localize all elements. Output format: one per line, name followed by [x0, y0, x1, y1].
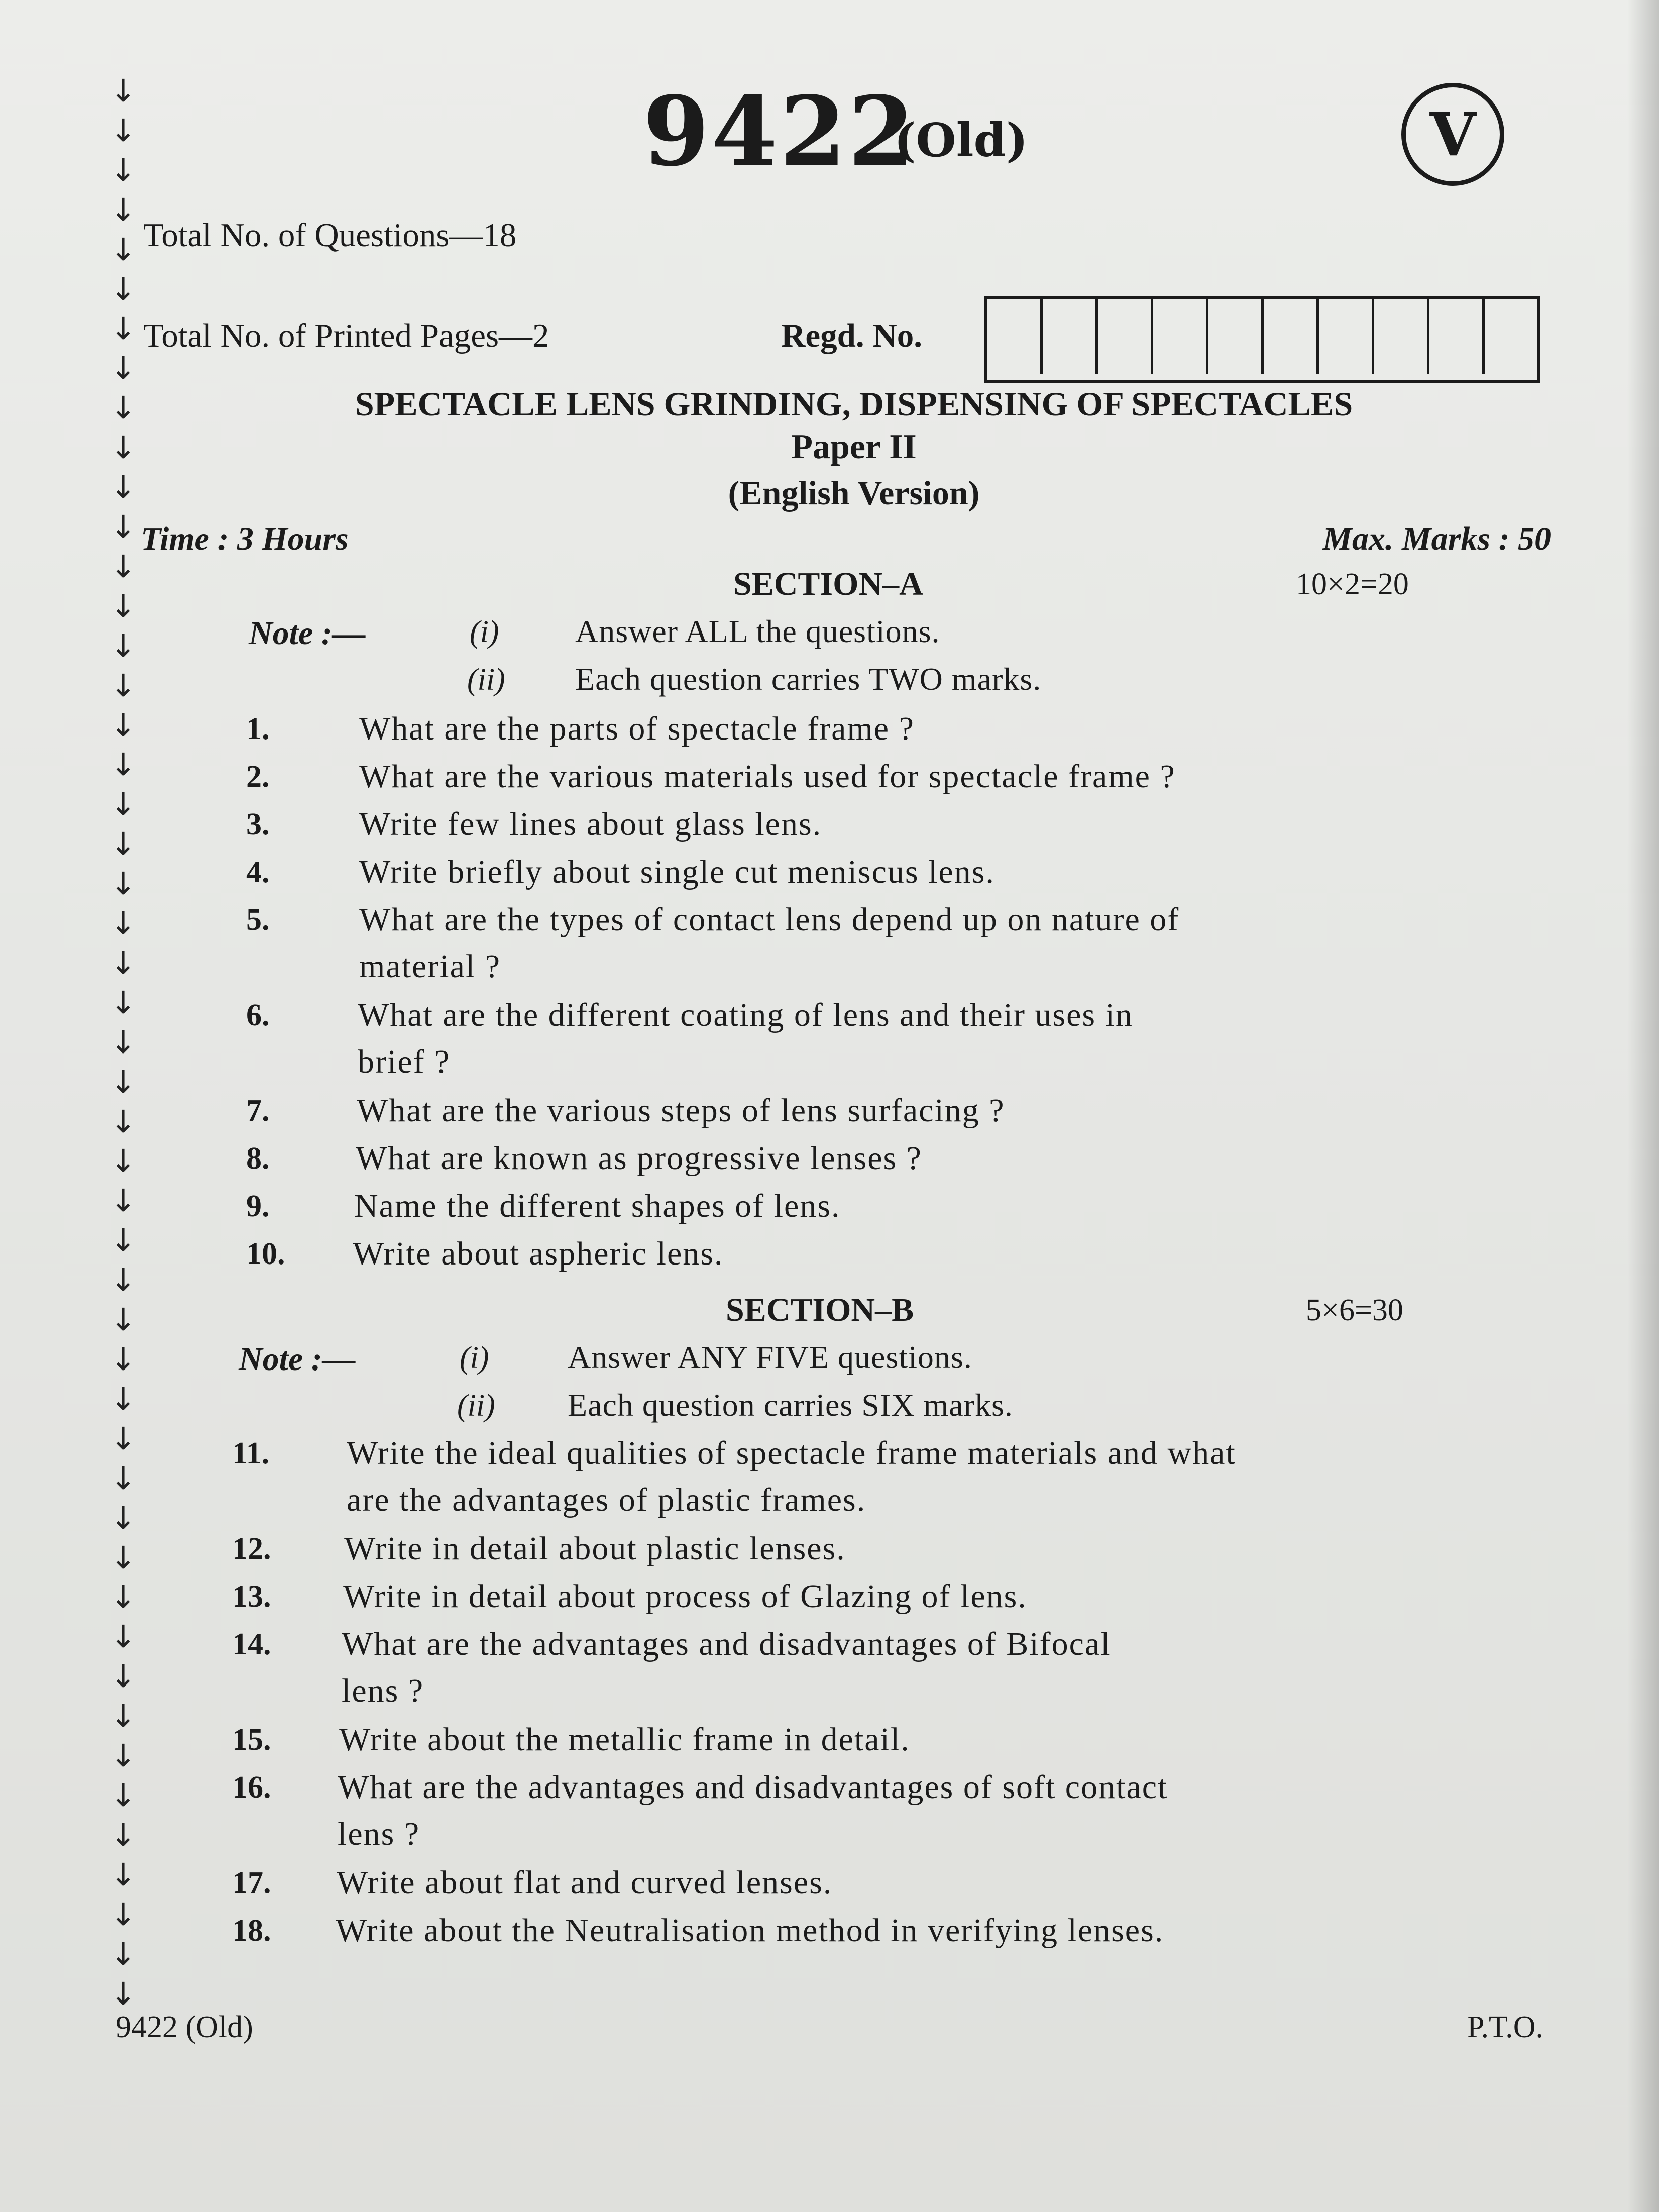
question-text: lens ?: [342, 1672, 424, 1709]
section-a-title: SECTION–A: [733, 566, 923, 602]
margin-arrow-icon: ↓: [110, 746, 136, 783]
margin-arrow-icon: ↓: [110, 825, 136, 863]
margin-arrow-icon: ↓: [110, 865, 136, 902]
question-text: What are the different coating of lens and their uses in: [358, 997, 1133, 1033]
margin-arrow-icon: ↓: [110, 1895, 136, 1933]
margin-arrow-icon: ↓: [110, 191, 136, 228]
question-text: Write the ideal qualities of spectacle frame materials and what: [347, 1435, 1236, 1471]
regd-digit-box: [1319, 299, 1374, 374]
section-b-note-2-roman: (ii): [457, 1389, 495, 1423]
margin-arrow-icon: ↓: [110, 667, 136, 704]
time-allowed: Time : 3 Hours: [141, 520, 349, 557]
margin-arrow-icon: ↓: [110, 706, 136, 744]
margin-arrow-icon: ↓: [110, 786, 136, 823]
margin-arrow-icon: ↓: [110, 1182, 136, 1219]
question-text: Write about the Neutralisation method in verifying lenses.: [336, 1912, 1164, 1949]
question-text: Write briefly about single cut meniscus lens.: [359, 854, 995, 890]
question-text: Write in detail about plastic lenses.: [344, 1530, 846, 1567]
margin-arrow-icon: ↓: [110, 1499, 136, 1536]
question-number: 13.: [232, 1579, 271, 1614]
regd-digit-box: [1098, 299, 1153, 374]
margin-arrow-icon: ↓: [110, 429, 136, 466]
margin-arrow-icon: ↓: [110, 1578, 136, 1616]
question-text: What are the parts of spectacle frame ?: [359, 710, 915, 747]
regd-label: Regd. No.: [781, 317, 923, 354]
margin-arrow-icon: ↓: [110, 1816, 136, 1853]
question-text: material ?: [359, 948, 501, 985]
margin-arrow-icon: ↓: [110, 1222, 136, 1259]
total-questions: Total No. of Questions—18: [143, 217, 517, 254]
question-text: brief ?: [358, 1043, 451, 1080]
set-badge: [1401, 83, 1504, 186]
subject-title: SPECTACLE LENS GRINDING, DISPENSING OF SPECTACLES: [355, 385, 1353, 423]
section-b-note-1-roman: (i): [460, 1341, 489, 1375]
page-edge-shadow: [1627, 0, 1659, 2212]
margin-arrow-icon: ↓: [110, 1380, 136, 1417]
regd-digit-box: [1374, 299, 1429, 374]
question-text: Write about the metallic frame in detail.: [339, 1721, 910, 1758]
regd-digit-box: [1153, 299, 1208, 374]
margin-arrow-icon: ↓: [110, 151, 136, 188]
question-text: What are the advantages and disadvantages of Bifocal: [342, 1626, 1111, 1662]
margin-arrow-icon: ↓: [110, 469, 136, 506]
paper-code: 9422: [643, 75, 917, 187]
question-number: 7.: [246, 1094, 270, 1128]
question-number: 1.: [246, 712, 270, 746]
margin-arrow-icon: ↓: [110, 1658, 136, 1695]
question-number: 6.: [246, 998, 270, 1032]
question-number: 3.: [246, 807, 270, 841]
question-text: lens ?: [338, 1816, 420, 1852]
question-text: are the advantages of plastic frames.: [347, 1482, 866, 1518]
question-text: What are known as progressive lenses ?: [356, 1140, 922, 1177]
margin-arrows: [103, 72, 143, 2012]
regd-number-boxes: [984, 296, 1540, 383]
margin-arrow-icon: ↓: [110, 310, 136, 347]
margin-arrow-icon: ↓: [110, 548, 136, 585]
margin-arrow-icon: ↓: [110, 1063, 136, 1100]
margin-arrow-icon: ↓: [110, 1737, 136, 1774]
question-number: 15.: [232, 1723, 271, 1757]
margin-arrow-icon: ↓: [110, 1103, 136, 1140]
margin-arrow-icon: ↓: [110, 627, 136, 664]
margin-arrow-icon: ↓: [110, 389, 136, 427]
question-text: Write in detail about process of Glazing of lens.: [343, 1578, 1027, 1615]
question-number: 17.: [232, 1866, 271, 1900]
margin-arrow-icon: ↓: [110, 1698, 136, 1735]
set-badge-letter: V: [1429, 99, 1476, 169]
question-number: 11.: [232, 1436, 270, 1470]
question-number: 8.: [246, 1141, 270, 1176]
margin-arrow-icon: ↓: [110, 1459, 136, 1497]
margin-arrow-icon: ↓: [110, 1261, 136, 1299]
question-number: 18.: [232, 1914, 271, 1948]
total-pages: Total No. of Printed Pages—2: [143, 317, 549, 354]
section-a-note-1: Answer ALL the questions.: [575, 613, 940, 649]
section-a-marks: 10×2=20: [1296, 567, 1409, 601]
margin-arrow-icon: ↓: [110, 270, 136, 307]
regd-digit-box: [1429, 299, 1485, 374]
question-number: 10.: [246, 1237, 285, 1271]
paper-code-suffix: (Old): [894, 113, 1028, 167]
regd-digit-box: [1043, 299, 1098, 374]
margin-arrow-icon: ↓: [110, 944, 136, 981]
question-text: Write about flat and curved lenses.: [337, 1864, 833, 1901]
paper-number: Paper II: [791, 428, 917, 466]
margin-arrow-icon: ↓: [110, 1023, 136, 1061]
question-text: Name the different shapes of lens.: [354, 1188, 841, 1224]
margin-arrow-icon: ↓: [110, 1142, 136, 1180]
regd-digit-box: [1264, 299, 1319, 374]
question-number: 5.: [246, 903, 270, 937]
version-label: (English Version): [728, 474, 980, 512]
question-text: What are the advantages and disadvantages of soft contact: [338, 1769, 1168, 1806]
margin-arrow-icon: ↓: [110, 1975, 136, 2012]
section-b-title: SECTION–B: [726, 1292, 914, 1328]
margin-arrow-icon: ↓: [110, 1935, 136, 1972]
question-number: 16.: [232, 1770, 271, 1805]
regd-digit-box: [1208, 299, 1264, 374]
section-b-note-2: Each question carries SIX marks.: [568, 1387, 1013, 1423]
section-b-marks: 5×6=30: [1306, 1293, 1403, 1327]
question-text: What are the various steps of lens surfacing ?: [357, 1092, 1005, 1129]
regd-digit-box: [1485, 299, 1537, 374]
question-text: What are the types of contact lens depend up on nature of: [359, 901, 1180, 938]
section-b-note-1: Answer ANY FIVE questions.: [568, 1339, 972, 1375]
margin-arrow-icon: ↓: [110, 72, 136, 109]
margin-arrow-icon: ↓: [110, 1301, 136, 1338]
section-b-note-label: Note :—: [239, 1341, 356, 1378]
margin-arrow-icon: ↓: [110, 112, 136, 149]
section-a-note-2-roman: (ii): [467, 663, 505, 697]
footer-pto: P.T.O.: [1467, 2010, 1543, 2044]
margin-arrow-icon: ↓: [110, 1618, 136, 1655]
question-number: 9.: [246, 1189, 270, 1223]
margin-arrow-icon: ↓: [110, 231, 136, 268]
margin-arrow-icon: ↓: [110, 350, 136, 387]
question-number: 14.: [232, 1627, 271, 1661]
question-number: 12.: [232, 1532, 271, 1566]
margin-arrow-icon: ↓: [110, 984, 136, 1021]
margin-arrow-icon: ↓: [110, 587, 136, 624]
question-number: 2.: [246, 760, 270, 794]
margin-arrow-icon: ↓: [110, 1856, 136, 1893]
question-text: Write about aspheric lens.: [353, 1235, 724, 1272]
question-text: Write few lines about glass lens.: [359, 806, 822, 842]
section-a-note-label: Note :—: [249, 615, 366, 652]
margin-arrow-icon: ↓: [110, 905, 136, 942]
margin-arrow-icon: ↓: [110, 508, 136, 545]
section-a-note-2: Each question carries TWO marks.: [575, 661, 1042, 697]
margin-arrow-icon: ↓: [110, 1776, 136, 1814]
max-marks: Max. Marks : 50: [1322, 520, 1551, 557]
question-text: What are the various materials used for spectacle frame ?: [359, 758, 1176, 795]
question-number: 4.: [246, 855, 270, 889]
section-a-note-1-roman: (i): [470, 615, 499, 649]
margin-arrow-icon: ↓: [110, 1341, 136, 1378]
margin-arrow-icon: ↓: [110, 1420, 136, 1457]
footer-code: 9422 (Old): [116, 2010, 253, 2044]
margin-arrow-icon: ↓: [110, 1539, 136, 1576]
regd-digit-box: [987, 299, 1043, 374]
